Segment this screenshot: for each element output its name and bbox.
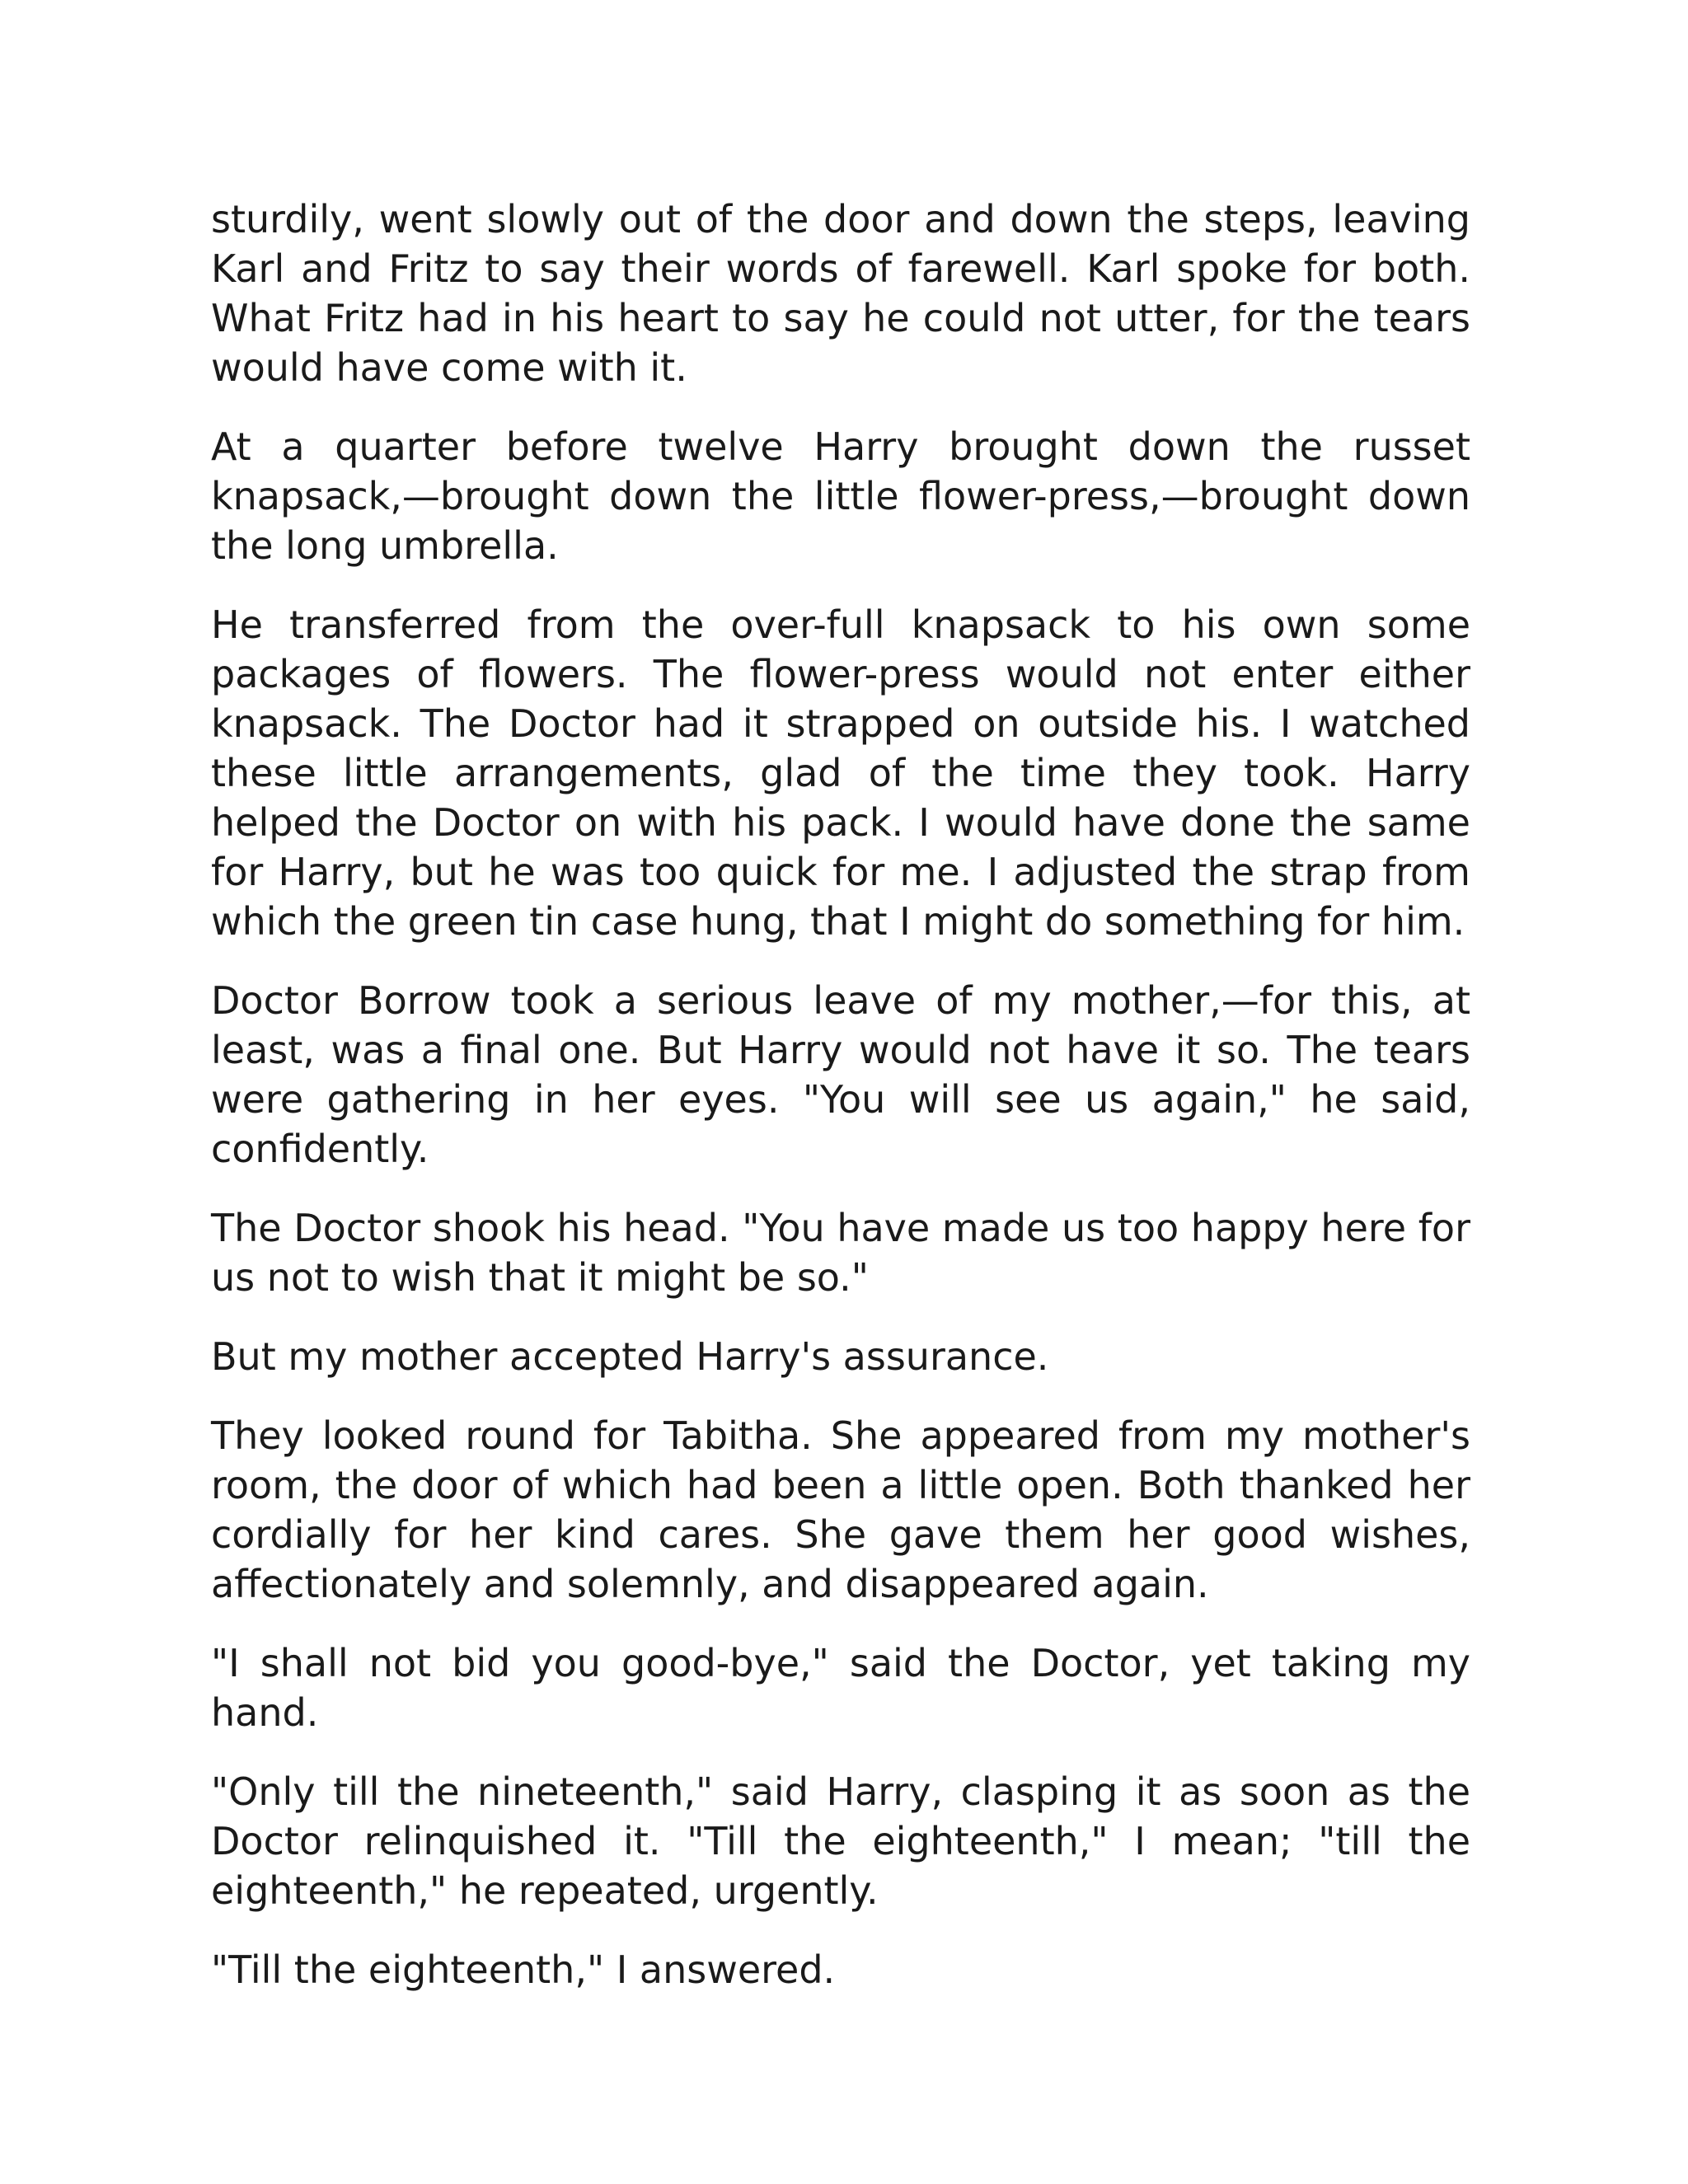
paragraph: But my mother accepted Harry's assurance.: [211, 1334, 1049, 1379]
paragraph: "Only till the nineteenth," said Harry, clasping it as soon as the Doctor relinquished it. "Till the eighteenth," I mean; "till the eighteenth," he repeated, urgently.: [211, 1769, 1470, 1913]
paragraph: "Till the eighteenth," I answered.: [211, 1947, 836, 1992]
paragraph: He transferred from the over-full knapsack to his own some packages of flowers. The flower-press would not enter either knapsack. The Doctor had it strapped on outside his. I watched these little arrangements, glad of the time they took. Harry helped the Doctor on with his pack. I would have done the same for Harry, but he was too quick for me. I adjusted the strap from which the green tin case hung, that I might do something for him.: [211, 602, 1470, 944]
paragraph: sturdily, went slowly out of the door and down the steps, leaving Karl and Fritz to say their words of farewell. Karl spoke for both. What Fritz had in his heart to say he could not utter, for the tears would have come with it.: [211, 197, 1470, 390]
paragraph: They looked round for Tabitha. She appeared from my mother's room, the door of which had been a little open. Both thanked her cordially for her kind cares. She gave them her good wishes, affectionately and solemnly, and disappeared again.: [211, 1413, 1470, 1606]
paragraph: "I shall not bid you good-bye," said the Doctor, yet taking my hand.: [211, 1641, 1470, 1735]
paragraph: At a quarter before twelve Harry brought down the russet knapsack,—brought down the little flower-press,—brought down the long umbrella.: [211, 424, 1470, 568]
page-text: [211, 194, 1470, 2024]
paragraph: Doctor Borrow took a serious leave of my mother,—for this, at least, was a final one. But Harry would not have it so. The tears were gathering in her eyes. "You will see us again," he said, confidently.: [211, 978, 1470, 1171]
paragraph: The Doctor shook his head. "You have made us too happy here for us not to wish that it might be so.": [211, 1206, 1470, 1300]
